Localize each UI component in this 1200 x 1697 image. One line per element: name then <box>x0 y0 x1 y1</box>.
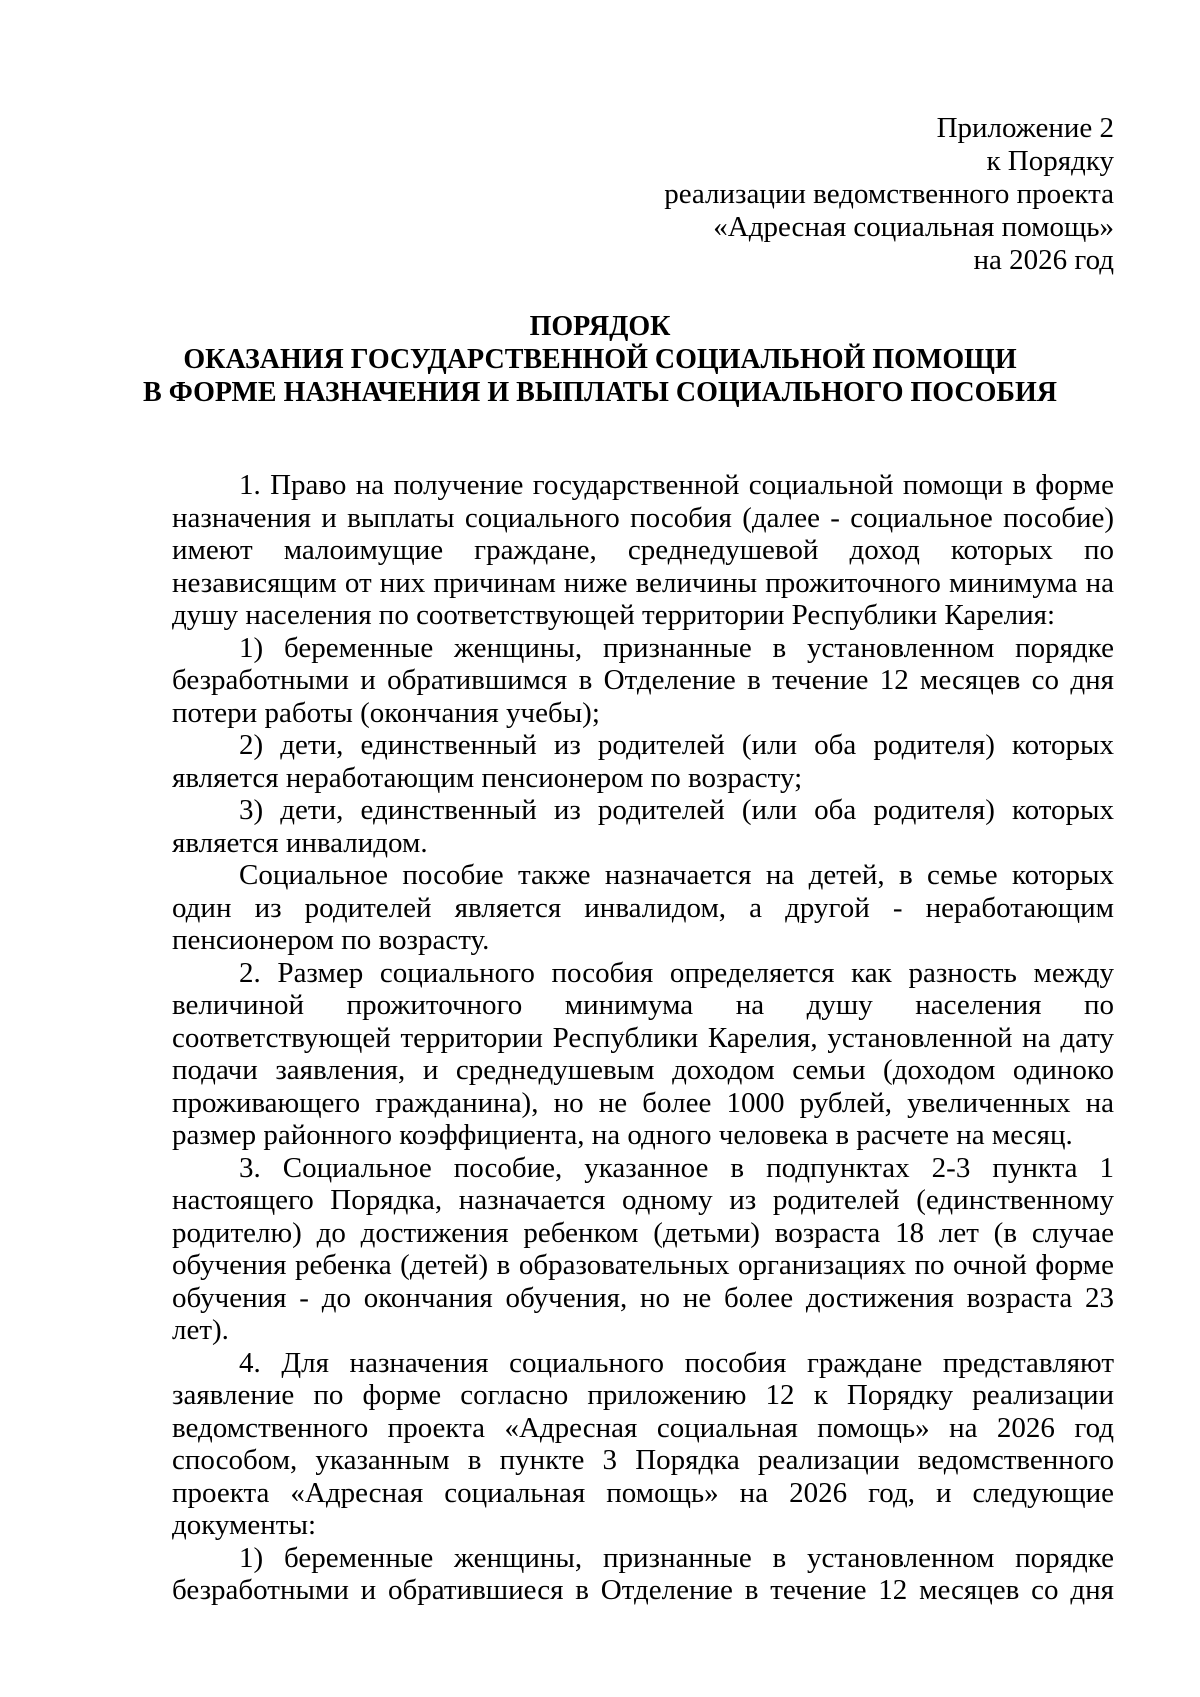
paragraph-subitem-2: 2) дети, единственный из родителей (или оба родителя) которых является неработающим пенсионером по возрасту; <box>172 729 1114 794</box>
document-body <box>172 469 1114 1607</box>
paragraph-item-1: 1. Право на получение государственной социальной помощи в форме назначения и выплаты социального пособия (далее - социальное пособие) имеют малоимущие граждане, среднедушевой доход которых по независящим от них причинам ниже величины прожиточного минимума на душу населения по соответствующей территории Республики Карелия: <box>172 469 1114 631</box>
paragraph-item-4: 4. Для назначения социального пособия граждане представляют заявление по форме согласно приложению 12 к Порядку реализации ведомственного проекта «Адресная социальная помощь» на 2026 год способом, указанным в пункте 3 Порядка реализации ведомственного проекта «Адресная социальная помощь» на 2026 год, и следующие документы: <box>172 1346 1114 1541</box>
appendix-header <box>664 112 1114 277</box>
paragraph-item-3: 3. Социальное пособие, указанное в подпунктах 2-3 пункта 1 настоящего Порядка, назначается одному из родителей (единственному родителю) до достижения ребенком (детьми) возраста 18 лет (в случае обучения ребенка (детей) в образовательных организациях по очной форме обучения - до окончания обучения, но не более достижения возраста 23 лет). <box>172 1151 1114 1346</box>
paragraph-subitem-4-1: 1) беременные женщины, признанные в установленном порядке безработными и обратившиеся в Отделение в течение 12 месяцев со дня <box>172 1541 1114 1606</box>
document-title <box>0 310 1200 409</box>
paragraph-subitem-1: 1) беременные женщины, признанные в установленном порядке безработными и обратившимся в Отделение в течение 12 месяцев со дня потери работы (окончания учебы); <box>172 631 1114 729</box>
paragraph-note: Социальное пособие также назначается на детей, в семье которых один из родителей является инвалидом, а другой - неработающим пенсионером по возрасту. <box>172 859 1114 956</box>
title-line: ПОРЯДОК <box>529 311 671 342</box>
title-line: В ФОРМЕ НАЗНАЧЕНИЯ И ВЫПЛАТЫ СОЦИАЛЬНОГО ПОСОБИЯ <box>143 377 1057 408</box>
paragraph-subitem-3: 3) дети, единственный из родителей (или оба родителя) которых является инвалидом. <box>172 794 1114 859</box>
appendix-line: «Адресная социальная помощь» <box>713 211 1114 243</box>
appendix-line: на 2026 год <box>973 244 1114 276</box>
appendix-line: к Порядку <box>986 145 1114 177</box>
paragraph-item-2: 2. Размер социального пособия определяется как разность между величиной прожиточного минимума на душу населения по соответствующей территории Республики Карелия, установленной на дату подачи заявления, и среднедушевым доходом семьи (доходом одиноко проживающего гражданина), но не более 1000 рублей, увеличенных на размер районного коэффициента, на одного человека в расчете на месяц. <box>172 956 1114 1151</box>
appendix-line: реализации ведомственного проекта <box>664 178 1114 210</box>
title-line: ОКАЗАНИЯ ГОСУДАРСТВЕННОЙ СОЦИАЛЬНОЙ ПОМОЩИ <box>183 344 1017 375</box>
appendix-line: Приложение 2 <box>936 112 1114 144</box>
